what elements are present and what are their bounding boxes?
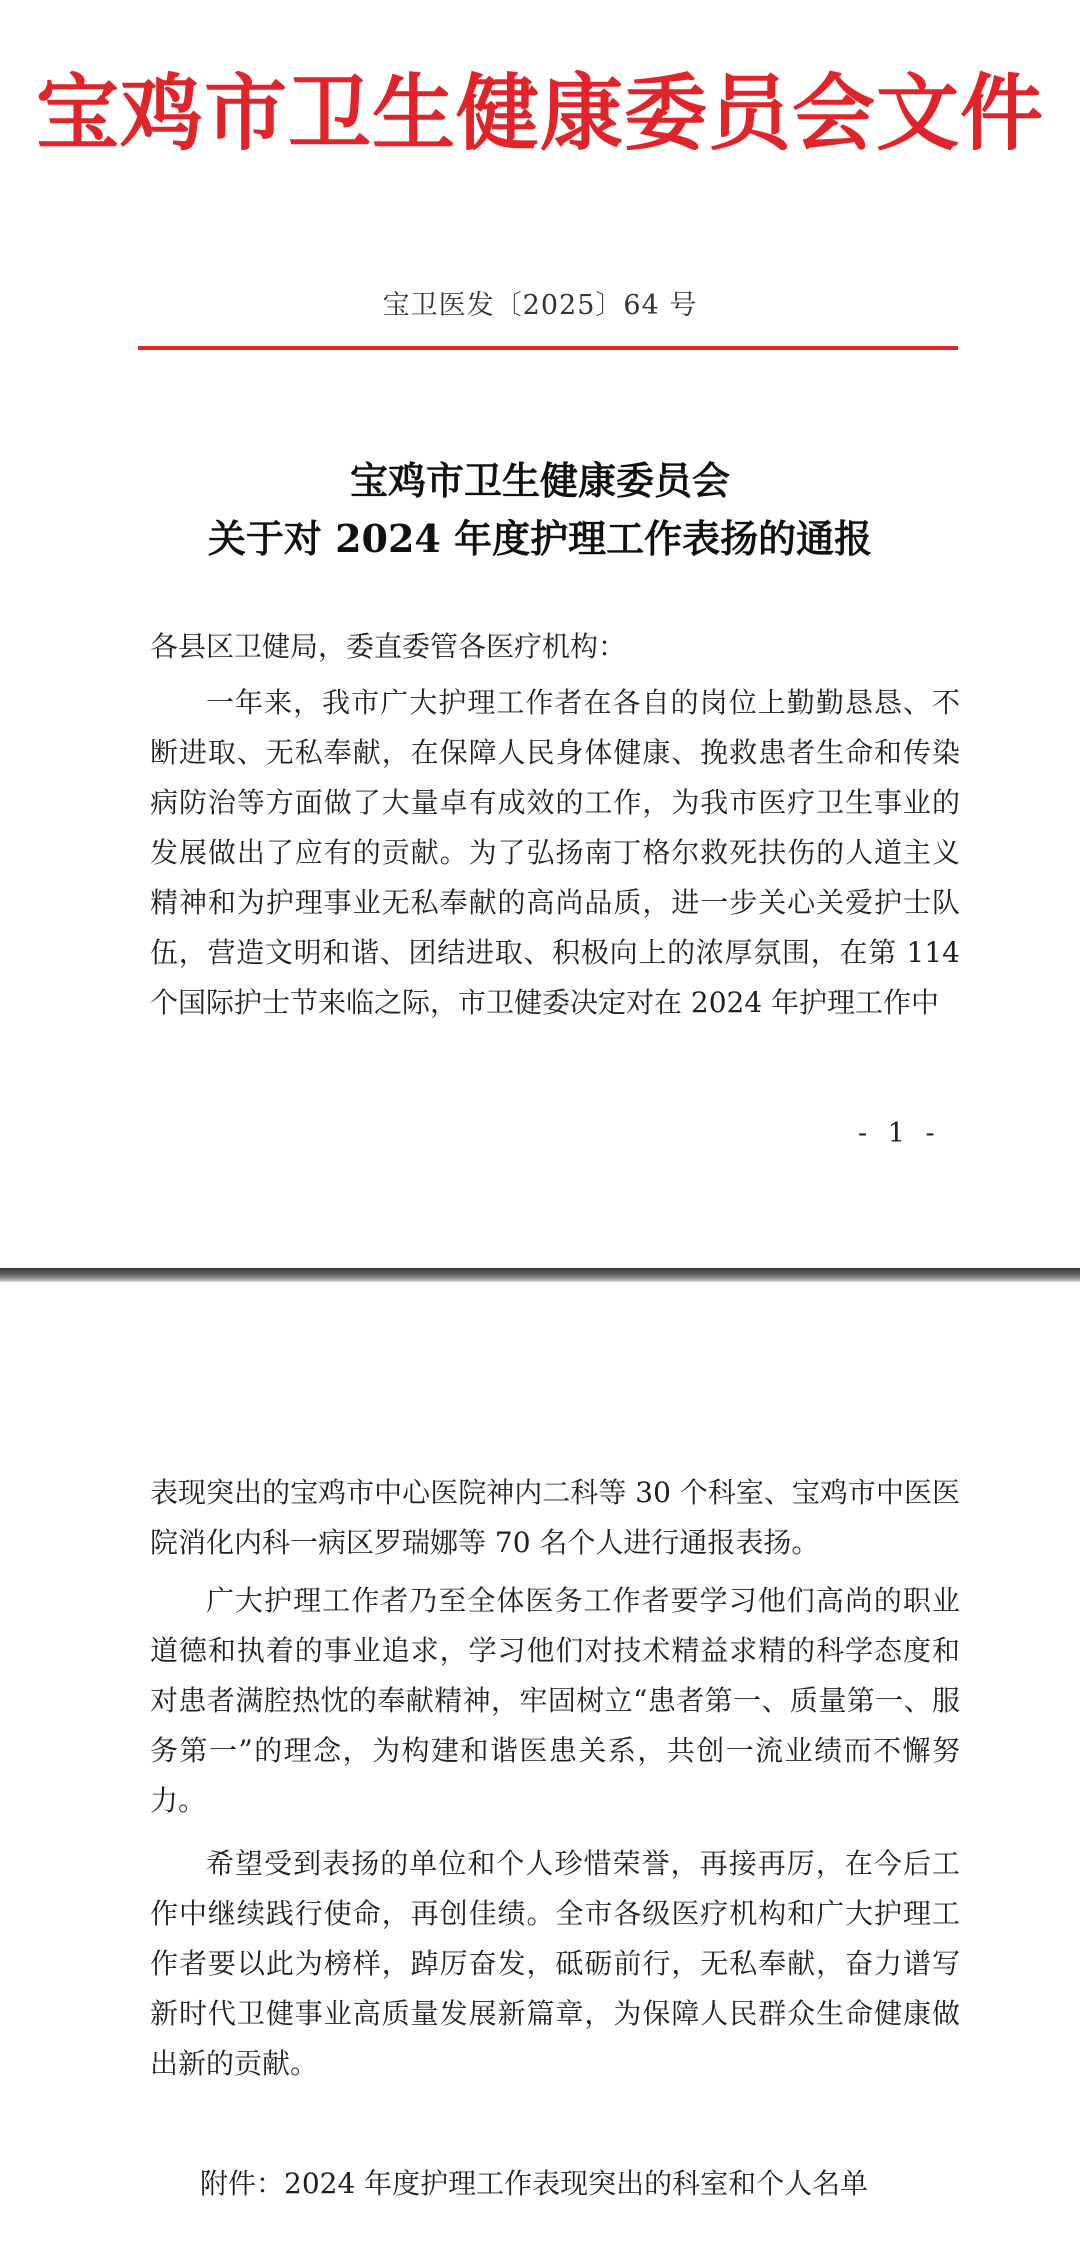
salutation: 各县区卫健局，委直委管各医疗机构： [150,630,627,663]
page-number: - 1 - [858,1118,941,1149]
attachment-note: 附件：2024 年度护理工作表现突出的科室和个人名单 [200,2167,869,2200]
document-number: 宝卫医发〔2025〕64 号 [382,290,698,321]
document-masthead: 宝鸡市卫生健康委员会文件 [36,64,1044,162]
body-paragraph-3: 广大护理工作者乃至全体医务工作者要学习他们高尚的职业道德和执着的事业追求，学习他们对技术精益求精的科学态度和对患者满腔热忱的奉献精神，牢固树立“患者第一、质量第一、服务第一”的理念，为构建和谐医患关系，共创一流业绩而不懈努力。 [150,1584,960,1817]
document-page-2 [0,1282,1080,2267]
document-title-line-2: 关于对 2024 年度护理工作表扬的通报 [207,516,873,561]
red-divider-line [138,346,958,350]
page-separator [0,1268,1080,1282]
body-paragraph-2: 表现突出的宝鸡市中心医院神内二科等 30 个科室、宝鸡市中医医院消化内科一病区罗瑞娜等 70 名个人进行通报表扬。 [150,1476,960,1559]
body-paragraph-4: 希望受到表扬的单位和个人珍惜荣誉，再接再厉，在今后工作中继续践行使命，再创佳绩。全市各级医疗机构和广大护理工作者要以此为榜样，踔厉奋发，砥砺前行，无私奉献，奋力谱写新时代卫健事业高质量发展新篇章，为保障人民群众生命健康做出新的贡献。 [150,1847,960,2080]
document-title-line-1: 宝鸡市卫生健康委员会 [349,458,730,503]
body-paragraph-1: 一年来，我市广大护理工作者在各自的岗位上勤勤恳恳、不断进取、无私奉献，在保障人民身体健康、挽救患者生命和传染病防治等方面做了大量卓有成效的工作，为我市医疗卫生事业的发展做出了应有的贡献。为了弘扬南丁格尔救死扶伤的人道主义精神和为护理事业无私奉献的高尚品质，进一步关心关爱护士队伍，营造文明和谐、团结进取、积极向上的浓厚氛围，在第 114 个国际护士节来临之际，市卫健委决定对在 2024 年护理工作中 [150,686,960,1019]
